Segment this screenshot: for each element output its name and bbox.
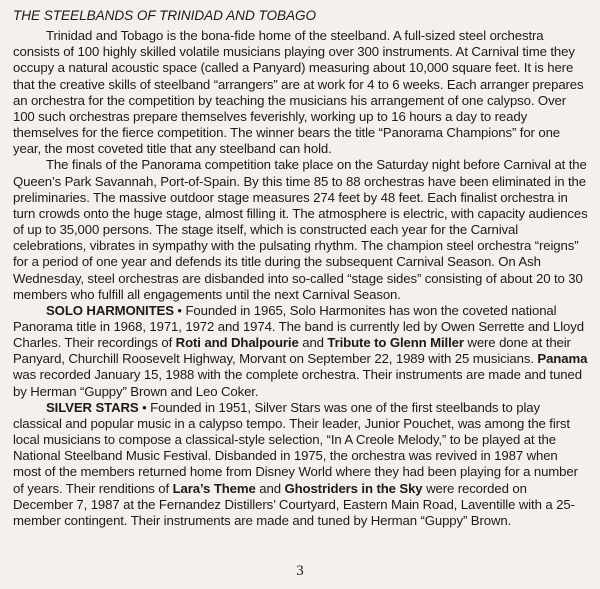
text-run: • Founded in 1951, Silver Stars was one of the first steelbands to play classical and popular music in a calypso tempo. Their leader, Junior Pouchet, was among the first local musicians to compose a classical-style selection, “In A Creole Melody,” to be played at the National Steelband Music Festival. Disbanded in 1975, the orchestra was revived in 1987 when most of the members returned home from Disney World where they had been playing for a number of years. Their renditions of (13, 399, 578, 496)
section-heading: THE STEELBANDS OF TRINIDAD AND TOBAGO (13, 8, 317, 23)
text-run: The finals of the Panorama competition take place on the Saturday night before Carnival at the Queen’s Park Savannah, Port-of-Spain. By this time 85 to 88 orchestras have been eliminated in the preliminaries. The massive outdoor stage measures 274 feet by 48 feet. Each finalist orchestra in turn crowds onto the huge stage, almost filling it. The atmosphere is electric, with capacity audiences of up to 35,000 persons. The stage itself, which is constructed each year for the Carnival celebrations, vibrates in sympathy with the pulsating rhythm. The champion steel orchestra “reigns” for a period of one year and defends its title during the subsequent Carnival Season. On Ash Wednesday, steel orchestras are disbanded into so-called “stage sides” consisting of about 20 to 30 members who fulfill all engagements until the next Carnival Season. (13, 157, 588, 302)
text-run: • Founded in 1965, Solo Harmonites has won the coveted national Panorama title in 1968, 1971, 1972 and 1974. The band is currently led by Owen Serrette and Lloyd Charles. Their recordings of (13, 302, 584, 351)
text-run: was recorded January 15, 1988 with the complete orchestra. Their instruments are made and tuned by Herman “Guppy” Brown and Leo Coker. (13, 367, 582, 399)
page-number: 3 (296, 563, 304, 579)
text-run: and (298, 335, 328, 351)
bold-text: Roti and Dhalpourie (175, 335, 299, 351)
text-run: Trinidad and Tobago is the bona-fide home of the steelband. A full-sized steel orchestra consists of 100 highly skilled volatile musicians playing over 300 instruments. At Carnival time they occupy a natural acoustic space (called a Panyard) measuring about 10,000 square feet. It is here that the creative skills of steelband “arrangers” are at work for 4 to 6 weeks. Each arranger prepares an orchestra for the competition by teaching the musicians his arrangement of one calypso. Over 100 such orchestras prepare themselves feverishly, working up to 16 hours a day to ready themselves for the fierce competition. The winner bears the title “Panorama Champions” for one year, the most coveted title that any steelband can hold. (13, 28, 584, 157)
bold-text: Panama (537, 351, 588, 367)
paragraph (13, 400, 588, 529)
bold-text: SOLO HARMONITES (46, 302, 174, 318)
liner-notes-page (13, 8, 588, 529)
paragraph (13, 157, 588, 302)
body-text (13, 28, 588, 529)
text-run: and (255, 480, 285, 496)
text-run: were recorded on December 7, 1987 at the Fernandez Distillers’ Courtyard, Eastern Main Road, Laventille with a 25-member contingent. Their instruments are made and tuned by Herman “Guppy” Brown. (13, 480, 575, 528)
paragraph (13, 28, 588, 157)
bold-text: SILVER STARS (46, 399, 139, 415)
text-run: were done at their Panyard, Churchill Roosevelt Highway, Morvant on September 22, 1989 with 25 musicians. (13, 335, 571, 367)
bold-text: Tribute to Glenn Miller (327, 335, 464, 351)
paragraph (13, 303, 588, 400)
bold-text: Ghostriders in the Sky (284, 480, 423, 496)
bold-text: Lara’s Theme (172, 480, 256, 496)
